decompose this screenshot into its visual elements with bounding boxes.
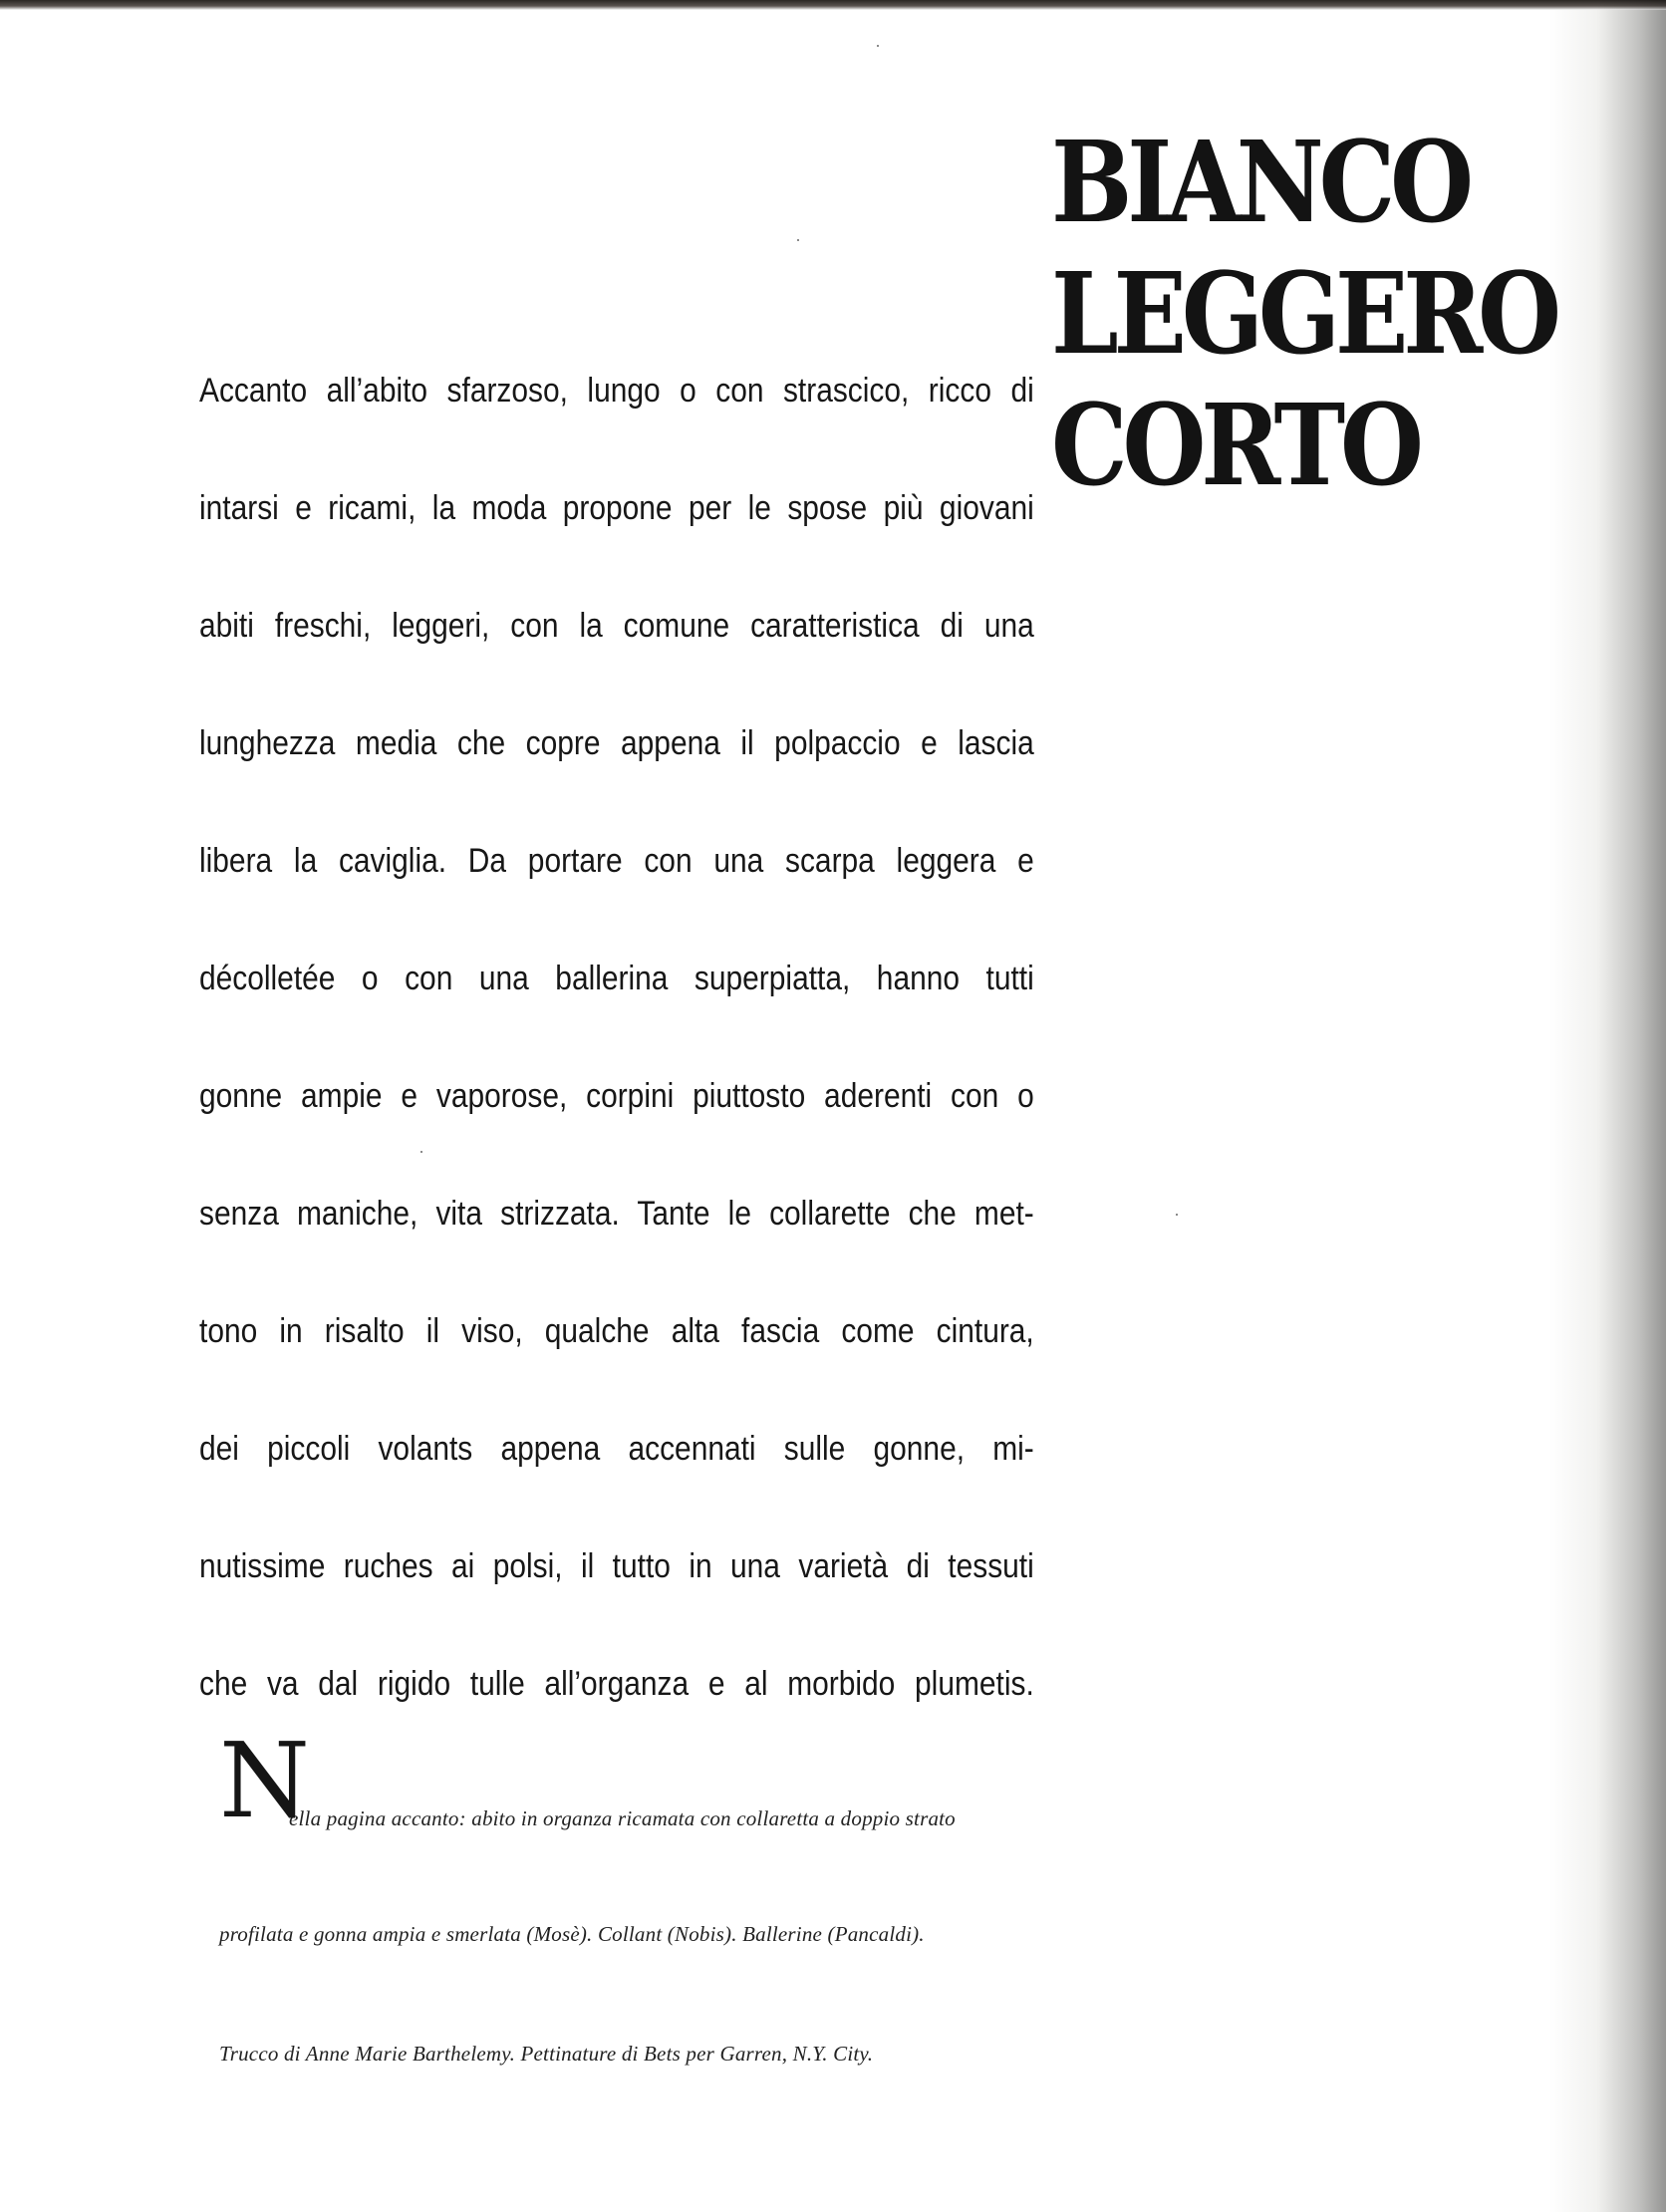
body-line: décolletée o con una ballerina superpiatta, hanno tutti (199, 960, 1034, 997)
paper-speck (1176, 1214, 1178, 1216)
paper-speck (797, 239, 799, 241)
title-line: LEGGERO (1051, 249, 1556, 380)
body-line: nutissime ruches ai polsi, il tutto in una varietà di tessuti (199, 1547, 1034, 1585)
caption-line-3: Trucco di Anne Marie Barthelemy. Pettinature di Bets per Garren, N.Y. City. (219, 2042, 874, 2066)
body-line: gonne ampie e vaporose, corpini piuttosto aderenti con o (199, 1077, 1034, 1115)
page-top-edge (0, 0, 1666, 10)
paper-speck (877, 45, 879, 47)
body-line: Accanto all’abito sfarzoso, lungo o con strascico, ricco di (199, 372, 1034, 410)
binding-shadow (1596, 0, 1666, 2212)
body-line: libera la caviglia. Da portare con una scarpa leggera e (199, 842, 1034, 880)
caption-dropcap: N (219, 1720, 310, 1841)
photo-caption (219, 1719, 1056, 2070)
article-title (1051, 118, 1556, 512)
caption-line-1: ella pagina accanto: abito in organza ricamata con collaretta a doppio strato (289, 1806, 956, 1830)
article-body (199, 354, 1046, 1765)
title-line: BIANCO (1051, 118, 1469, 248)
body-line: che va dal rigido tulle all’organza e al morbido plumetis. (199, 1665, 1034, 1703)
body-line: intarsi e ricami, la moda propone per le spose più giovani (199, 489, 1034, 527)
caption-line-2: profilata e gonna ampia e smerlata (Mosè). Collant (Nobis). Ballerine (Pancaldi). (219, 1922, 925, 1946)
body-line: senza maniche, vita strizzata. Tante le collarette che met- (199, 1195, 1034, 1233)
body-line: lunghezza media che copre appena il polpaccio e lascia (199, 724, 1034, 762)
title-line: CORTO (1051, 381, 1419, 511)
body-line: abiti freschi, leggeri, con la comune caratteristica di una (199, 607, 1034, 645)
body-line: tono in risalto il viso, qualche alta fascia come cintura, (199, 1312, 1034, 1350)
body-line: dei piccoli volants appena accennati sulle gonne, mi- (199, 1430, 1034, 1468)
